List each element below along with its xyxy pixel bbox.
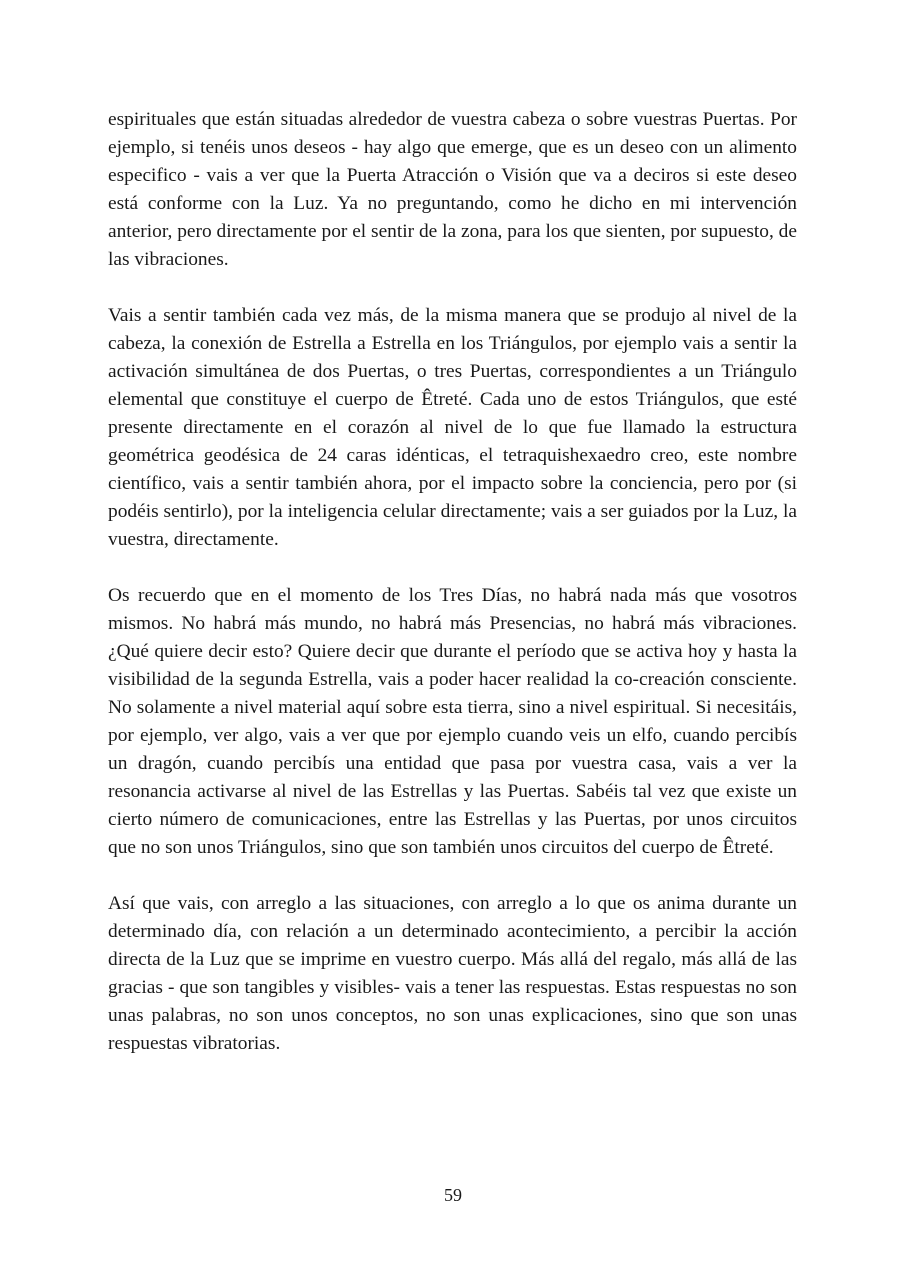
page-number: 59: [444, 1185, 462, 1205]
body-text: [108, 106, 797, 1086]
paragraph: espirituales que están situadas alrededor de vuestra cabeza o sobre vuestras Puertas. Por ejemplo, si tenéis unos deseos - hay algo que emerge, que es un deseo con un alimento especifico - vais a ver que la Puerta Atracción o Visión que va a deciros si este deseo está conforme con la Luz. Ya no preguntando, como he dicho en mi intervención anterior, pero directamente por el sentir de la zona, para los que sienten, por supuesto, de las vibraciones.: [108, 109, 797, 270]
paragraph: Así que vais, con arreglo a las situaciones, con arreglo a lo que os anima durante un determinado día, con relación a un determinado acontecimiento, a percibir la acción directa de la Luz que se imprime en vuestro cuerpo. Más allá del regalo, más allá de las gracias - que son tangibles y visibles- vais a tener las respuestas. Estas respuestas no son unas palabras, no son unos conceptos, no son unas explicaciones, sino que son unas respuestas vibratorias.: [108, 893, 797, 1054]
paragraph: Os recuerdo que en el momento de los Tres Días, no habrá nada más que vosotros mismos. No habrá más mundo, no habrá más Presencias, no habrá más vibraciones. ¿Qué quiere decir esto? Quiere decir que durante el período que se activa hoy y hasta la visibilidad de la segunda Estrella, vais a poder hacer realidad la co-creación consciente. No solamente a nivel material aquí sobre esta tierra, sino a nivel espiritual. Si necesitáis, por ejemplo, ver algo, vais a ver que por ejemplo cuando veis un elfo, cuando percibís un dragón, cuando percibís una entidad que pasa por vuestra casa, vais a ver la resonancia activarse al nivel de las Estrellas y las Puertas. Sabéis tal vez que existe un cierto número de comunicaciones, entre las Estrellas y las Puertas, por unos circuitos que no son unos Triángulos, sino que son también unos circuitos del cuerpo de Êtreté.: [108, 585, 797, 858]
paragraph: Vais a sentir también cada vez más, de la misma manera que se produjo al nivel de la cabeza, la conexión de Estrella a Estrella en los Triángulos, por ejemplo vais a sentir la activación simultánea de dos Puertas, o tres Puertas, correspondientes a un Triángulo elemental que constituye el cuerpo de Êtreté. Cada uno de estos Triángulos, que esté presente directamente en el corazón al nivel de lo que fue llamado la estructura geométrica geodésica de 24 caras idénticas, el tetraquishexaedro creo, este nombre científico, vais a sentir también ahora, por el impacto sobre la conciencia, pero por (si podéis sentirlo), por la inteligencia celular directamente; vais a ser guiados por la Luz, la vuestra, directamente.: [108, 305, 797, 550]
